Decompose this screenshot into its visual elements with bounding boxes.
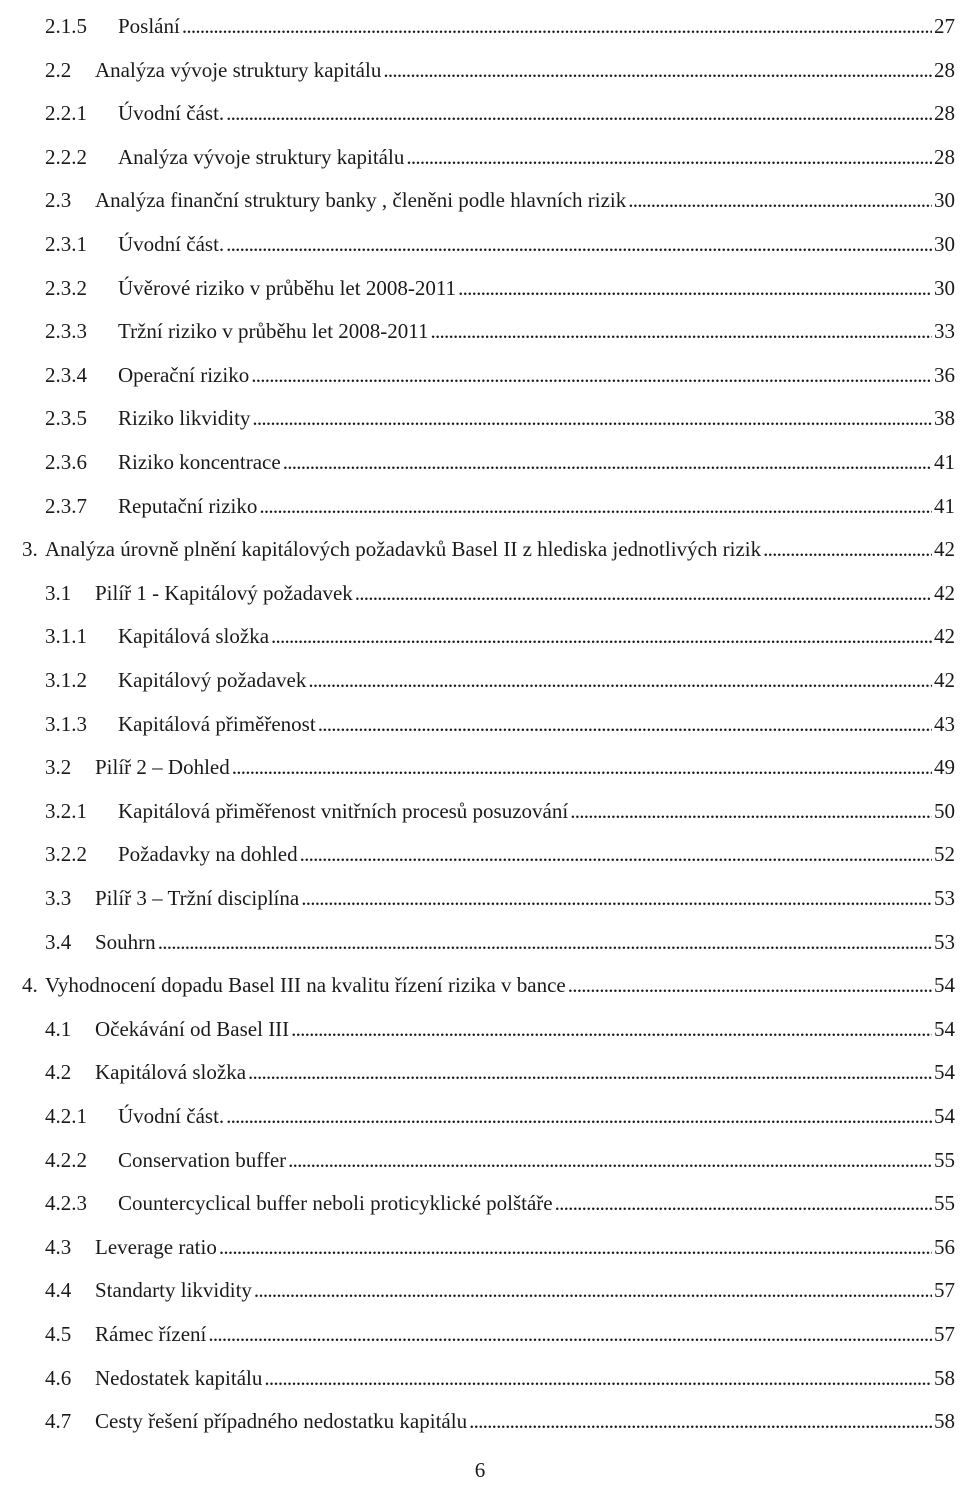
toc-entry-title: Analýza vývoje struktury kapitálu — [118, 144, 405, 169]
toc-entry-page: 55 — [934, 1147, 955, 1172]
toc-entry[interactable] — [45, 837, 955, 871]
toc-entry[interactable] — [45, 1230, 955, 1264]
toc-entry-number: 2.3 — [45, 188, 72, 213]
toc-dot-leader — [283, 445, 932, 479]
toc-entry[interactable] — [45, 9, 955, 43]
toc-entry-page: 30 — [934, 188, 955, 213]
toc-dot-leader — [226, 227, 932, 261]
toc-entry-title: Souhrn — [95, 929, 156, 954]
toc-entry[interactable] — [45, 1404, 955, 1438]
toc-entry-page: 41 — [934, 493, 955, 518]
toc-dot-leader — [264, 1361, 932, 1395]
toc-entry-page: 27 — [934, 14, 955, 38]
toc-entry-title: Pilíř 1 - Kapitálový požadavek — [95, 580, 353, 605]
toc-entry-title: Pilíř 3 – Tržní disciplína — [95, 886, 300, 910]
toc-dot-leader — [570, 794, 932, 828]
toc-entry-title: Vyhodnocení dopadu Basel III na kvalitu řízení rizika v bance — [45, 973, 566, 998]
toc-entry-title: Úvěrové riziko v průběhu let 2008-2011 — [118, 275, 457, 300]
toc-entry[interactable] — [45, 1055, 955, 1089]
toc-entry-number: 3.4 — [45, 929, 72, 954]
toc-entry-number: 2.3.4 — [45, 362, 87, 387]
toc-entry-number: 3.1 — [45, 580, 72, 605]
toc-dot-leader — [248, 1055, 932, 1089]
toc-entry-title: Operační riziko — [118, 362, 250, 387]
toc-dot-leader — [226, 96, 932, 130]
toc-entry[interactable] — [45, 489, 955, 523]
toc-dot-leader — [406, 140, 932, 174]
toc-entry[interactable] — [45, 358, 955, 392]
toc-dot-leader — [251, 358, 932, 392]
toc-entry-title: Pilíř 2 – Dohled — [95, 755, 230, 780]
toc-dot-leader — [355, 576, 932, 610]
toc-entry-page: 42 — [934, 668, 955, 692]
toc-entry[interactable] — [45, 96, 955, 130]
toc-dot-leader — [301, 881, 932, 915]
toc-entry-page: 42 — [934, 580, 955, 605]
toc-entry-number: 3. — [22, 537, 38, 562]
toc-entry-page: 52 — [934, 842, 955, 867]
toc-entry-number: 4.2.2 — [45, 1147, 87, 1172]
toc-entry[interactable] — [45, 140, 955, 174]
toc-dot-leader — [158, 925, 932, 959]
toc-entry-page: 58 — [934, 1409, 955, 1434]
toc-entry-title: Kapitálová složka — [95, 1060, 247, 1085]
toc-entry-page: 53 — [934, 929, 955, 954]
toc-entry-number: 3.2.1 — [45, 798, 87, 823]
toc-entry-title: Úvodní část. — [118, 232, 225, 256]
toc-entry-number: 2.3.2 — [45, 275, 87, 300]
toc-entry-page: 57 — [934, 1278, 955, 1303]
toc-entry-page: 54 — [934, 1060, 955, 1085]
toc-dot-leader — [555, 1186, 932, 1220]
toc-dot-leader — [763, 532, 932, 566]
toc-entry[interactable] — [45, 314, 955, 348]
toc-entry-number: 2.3.5 — [45, 406, 87, 431]
toc-entry-page: 28 — [934, 101, 955, 126]
toc-dot-leader — [568, 968, 932, 1002]
toc-entry-title: Poslání — [118, 14, 180, 38]
toc-dot-leader — [291, 1012, 932, 1046]
toc-entry-title: Kapitálový požadavek — [118, 668, 307, 692]
toc-entry-number: 2.2.2 — [45, 144, 87, 169]
toc-dot-leader — [252, 401, 932, 435]
toc-entry-page: 38 — [934, 406, 955, 431]
toc-dot-leader — [628, 183, 932, 217]
toc-entry-page: 55 — [934, 1191, 955, 1216]
toc-dot-leader — [259, 489, 932, 523]
toc-entry-number: 3.2.2 — [45, 842, 87, 867]
toc-entry-page: 53 — [934, 886, 955, 910]
toc-entry[interactable] — [45, 1361, 955, 1395]
toc-entry-title: Analýza úrovně plnění kapitálových požadavků Basel II z hlediska jednotlivých rizik — [45, 537, 762, 562]
toc-entry-number: 2.2.1 — [45, 101, 87, 126]
toc-entry-title: Analýza vývoje struktury kapitálu — [95, 57, 382, 82]
toc-dot-leader — [308, 663, 932, 697]
toc-entry-number: 2.2 — [45, 57, 72, 82]
toc-dot-leader — [254, 1273, 932, 1307]
toc-entry-page: 36 — [934, 362, 955, 387]
toc-entry-page: 42 — [934, 624, 955, 649]
toc-entry-title: Analýza finanční struktury banky , členěni podle hlavních rizik — [95, 188, 627, 213]
toc-entry-number: 2.3.1 — [45, 232, 87, 256]
toc-entry-page: 28 — [934, 144, 955, 169]
toc-dot-leader — [226, 1099, 932, 1133]
toc-entry-number: 4.2.3 — [45, 1191, 87, 1216]
toc-entry-page: 57 — [934, 1322, 955, 1346]
toc-entry-page: 54 — [934, 1016, 955, 1041]
toc-entry-number: 2.1.5 — [45, 14, 87, 38]
toc-entry-number: 3.1.3 — [45, 711, 87, 736]
toc-entry[interactable] — [45, 707, 955, 741]
toc-entry-page: 30 — [934, 275, 955, 300]
toc-entry-title: Úvodní část. — [118, 101, 225, 126]
toc-entry-number: 3.1.2 — [45, 668, 87, 692]
toc-entry[interactable] — [45, 183, 955, 217]
toc-entry-title: Očekávání od Basel III — [95, 1016, 290, 1041]
toc-entry-number: 4. — [22, 973, 38, 998]
toc-entry[interactable] — [45, 619, 955, 653]
toc-entry-page: 54 — [934, 1104, 955, 1128]
toc-entry-title: Tržní riziko v průběhu let 2008-2011 — [118, 319, 429, 344]
toc-entry[interactable] — [45, 1143, 955, 1177]
toc-dot-leader — [318, 707, 932, 741]
toc-entry-title: Úvodní část. — [118, 1104, 225, 1128]
toc-entry-number: 4.1 — [45, 1016, 72, 1041]
toc-entry[interactable] — [45, 1317, 955, 1351]
toc-entry-title: Reputační riziko — [118, 493, 258, 518]
toc-entry[interactable] — [45, 53, 955, 87]
toc-entry-number: 4.4 — [45, 1278, 72, 1303]
toc-entry-page: 50 — [934, 798, 955, 823]
toc-entry-number: 2.3.6 — [45, 450, 87, 474]
toc-entry-title: Standarty likvidity — [95, 1278, 252, 1303]
toc-dot-leader — [300, 837, 932, 871]
toc-entry-number: 4.2 — [45, 1060, 72, 1085]
toc-entry[interactable] — [45, 1186, 955, 1220]
toc-entry[interactable] — [45, 576, 955, 610]
toc-entry-page: 30 — [934, 232, 955, 256]
toc-entry-number: 3.1.1 — [45, 624, 87, 649]
toc-entry[interactable] — [45, 1273, 955, 1307]
toc-entry[interactable] — [45, 925, 955, 959]
toc-entry-number: 4.2.1 — [45, 1104, 87, 1128]
toc-entry-title: Požadavky na dohled — [118, 842, 298, 867]
toc-entry-page: 28 — [934, 57, 955, 82]
toc-entry-number: 2.3.7 — [45, 493, 87, 518]
toc-entry-page: 41 — [934, 450, 955, 474]
toc-dot-leader — [232, 750, 932, 784]
toc-entry-page: 49 — [934, 755, 955, 780]
toc-entry-title: Leverage ratio — [95, 1234, 217, 1259]
toc-entry[interactable] — [45, 227, 955, 261]
toc-entry-title: Kapitálová složka — [118, 624, 270, 649]
toc-entry-page: 33 — [934, 319, 955, 344]
toc-entry[interactable] — [45, 881, 955, 915]
toc-entry-title: Kapitálová přiměřenost vnitřních procesů posuzování — [118, 798, 569, 823]
toc-entry[interactable] — [45, 663, 955, 697]
toc-entry[interactable] — [22, 532, 955, 566]
toc-entry-title: Nedostatek kapitálu — [95, 1365, 263, 1390]
toc-entry-title: Riziko koncentrace — [118, 450, 281, 474]
toc-entry-title: Riziko likvidity — [118, 406, 251, 431]
toc-entry[interactable] — [45, 750, 955, 784]
toc-entry[interactable] — [45, 1099, 955, 1133]
toc-dot-leader — [383, 53, 932, 87]
toc-dot-leader — [219, 1230, 932, 1264]
toc-entry-number: 3.3 — [45, 886, 72, 910]
toc-entry-number: 3.2 — [45, 755, 72, 780]
toc-dot-leader — [271, 619, 932, 653]
toc-dot-leader — [288, 1143, 932, 1177]
page-number: 6 — [474, 1458, 486, 1482]
toc-entry-title: Kapitálová přiměřenost — [118, 711, 316, 736]
toc-entry[interactable] — [45, 445, 955, 479]
toc-entry-number: 2.3.3 — [45, 319, 87, 344]
toc-entry-page: 54 — [934, 973, 955, 998]
toc-entry-title: Rámec řízení — [95, 1322, 207, 1346]
toc-entry-number: 4.6 — [45, 1365, 72, 1390]
toc-entry-page: 58 — [934, 1365, 955, 1390]
toc-dot-leader — [182, 9, 932, 43]
toc-dot-leader — [431, 314, 933, 348]
toc-entry-title: Cesty řešení případného nedostatku kapitálu — [95, 1409, 468, 1434]
toc-entry[interactable] — [45, 271, 955, 305]
toc-entry-number: 4.7 — [45, 1409, 72, 1434]
toc-entry-number: 4.3 — [45, 1234, 72, 1259]
toc-entry-number: 4.5 — [45, 1322, 72, 1346]
toc-entry-page: 43 — [934, 711, 955, 736]
toc-dot-leader — [208, 1317, 932, 1351]
toc-entry[interactable] — [45, 1012, 955, 1046]
toc-entry-title: Countercyclical buffer neboli proticyklické polštáře — [118, 1191, 553, 1216]
toc-entry[interactable] — [22, 968, 955, 1002]
toc-entry-title: Conservation buffer — [118, 1147, 287, 1172]
toc-entry[interactable] — [45, 794, 955, 828]
toc-entry[interactable] — [45, 401, 955, 435]
toc-dot-leader — [469, 1404, 932, 1438]
toc-dot-leader — [458, 271, 932, 305]
toc-entry-page: 56 — [934, 1234, 955, 1259]
toc-entry-page: 42 — [934, 537, 955, 562]
